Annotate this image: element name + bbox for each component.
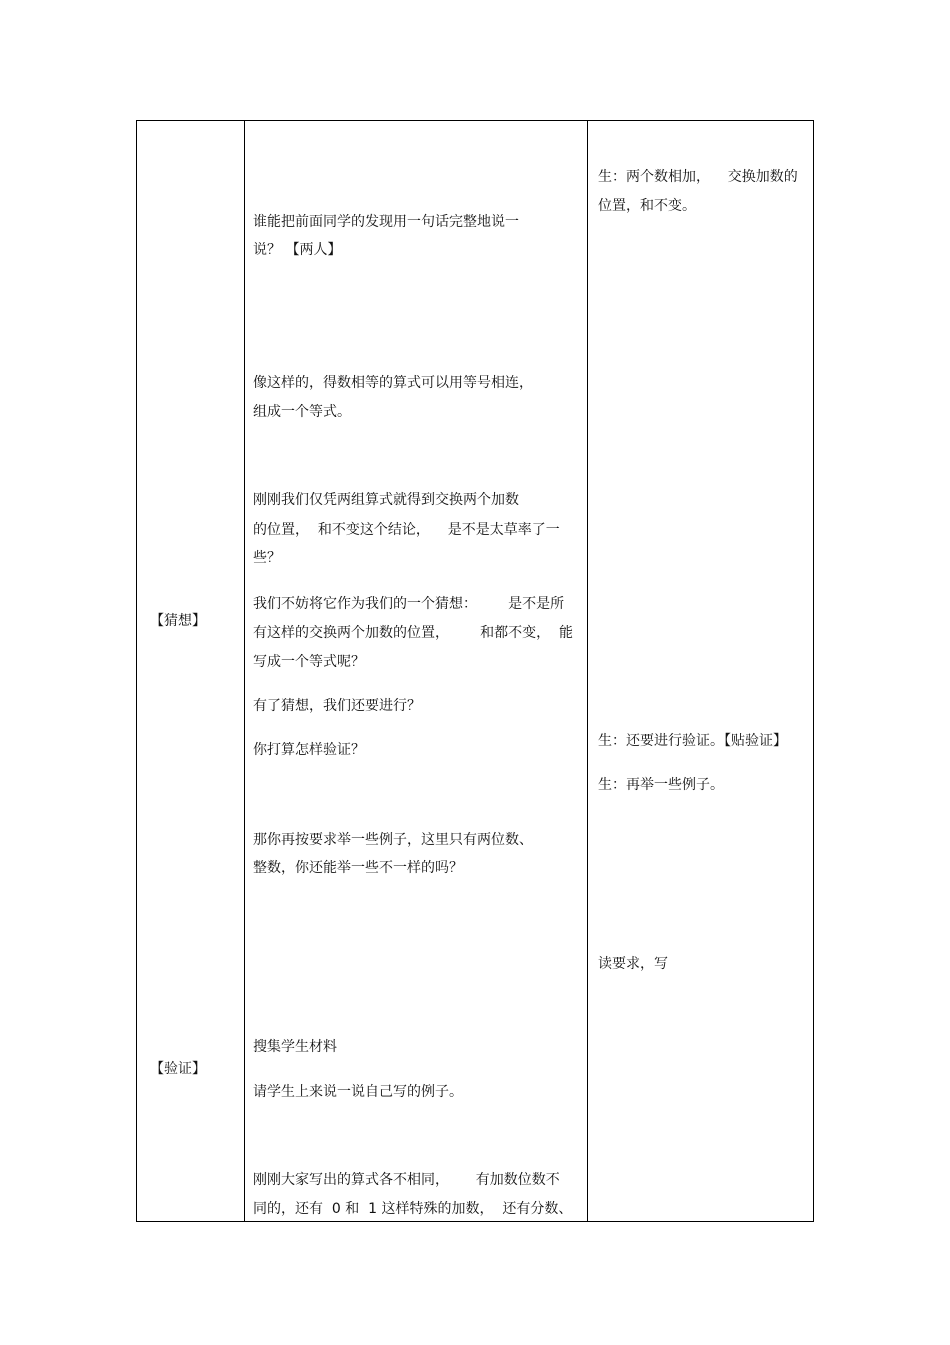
stage-label-guess: 【猜想】 <box>150 613 206 629</box>
teacher-line: 整数，你还能举一些不一样的吗？ <box>253 860 463 876</box>
column-divider <box>244 121 245 1221</box>
teacher-line: 组成一个等式。 <box>253 404 351 420</box>
teacher-line: 我们不妨将它作为我们的一个猜想： 是不是所 <box>253 596 565 612</box>
teacher-line: 说？ 【两人】 <box>253 242 342 258</box>
column-divider <box>587 121 588 1221</box>
teacher-line: 你打算怎样验证？ <box>253 742 365 758</box>
teacher-line: 请学生上来说一说自己写的例子。 <box>253 1084 463 1100</box>
teacher-line: 有这样的交换两个加数的位置， 和都不变， 能 <box>253 625 574 641</box>
teacher-line: 的位置， 和不变这个结论， 是不是太草率了一 <box>253 522 560 538</box>
student-line: 生：再举一些例子。 <box>598 777 724 793</box>
teacher-line: 搜集学生材料 <box>253 1039 337 1055</box>
teacher-line: 些？ <box>253 550 281 566</box>
lesson-table <box>136 120 814 1222</box>
student-line: 生：两个数相加， 交换加数的 <box>598 169 798 185</box>
teacher-line: 有了猜想，我们还要进行？ <box>253 698 421 714</box>
teacher-line: 刚刚大家写出的算式各不相同， 有加数位数不 <box>253 1172 560 1188</box>
student-line: 位置，和不变。 <box>598 198 696 214</box>
teacher-line: 写成一个等式呢？ <box>253 654 365 670</box>
stage-label-verify: 【验证】 <box>150 1061 206 1077</box>
student-line: 读要求，写 <box>598 956 668 972</box>
teacher-line: 那你再按要求举一些例子，这里只有两位数、 <box>253 832 533 848</box>
teacher-line: 谁能把前面同学的发现用一句话完整地说一 <box>253 214 519 230</box>
teacher-line: 同的，还有 0 和 1 这样特殊的加数， 还有分数、 <box>253 1201 573 1217</box>
teacher-line: 刚刚我们仅凭两组算式就得到交换两个加数 <box>253 492 519 508</box>
teacher-line: 像这样的，得数相等的算式可以用等号相连， <box>253 375 533 391</box>
student-line: 生：还要进行验证。【贴验证】 <box>598 733 787 749</box>
